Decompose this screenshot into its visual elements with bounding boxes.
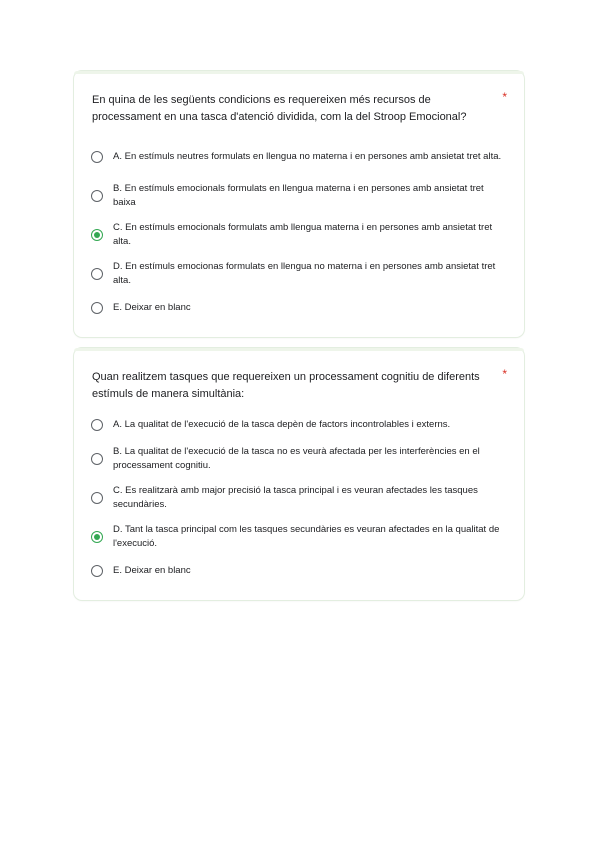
radio-unchecked-icon[interactable]: [91, 565, 103, 577]
question-card-2: [74, 348, 524, 600]
option-label: D. En estímuls emocionas formulats en llengua no materna i en persones amb ansietat tret alta.: [113, 261, 496, 286]
option-label: D. Tant la tasca principal com les tasques secundàries es veuran afectades en la qualitat de l'execució.: [113, 524, 500, 549]
option-q1-d[interactable]: [91, 258, 502, 290]
radio-unchecked-icon[interactable]: [91, 268, 103, 280]
option-q2-a[interactable]: [91, 414, 502, 436]
radio-checked-icon[interactable]: [91, 531, 103, 543]
option-q2-b[interactable]: [91, 443, 502, 475]
option-label: B. En estímuls emocionals formulats en llengua materna i en persones amb ansietat tret baixa: [113, 183, 484, 208]
question-card-1: [74, 71, 524, 337]
option-label: A. La qualitat de l'execució de la tasca depèn de factors incontrolables i externs.: [113, 419, 451, 430]
option-label: E. Deixar en blanc: [113, 565, 191, 576]
required-asterisk: *: [502, 367, 507, 381]
radio-unchecked-icon[interactable]: [91, 151, 103, 163]
option-q1-a[interactable]: [91, 141, 502, 173]
option-label: A. En estímuls neutres formulats en llengua no materna i en persones amb ansietat tret alta.: [113, 151, 502, 162]
option-label: E. Deixar en blanc: [113, 302, 191, 313]
radio-unchecked-icon[interactable]: [91, 453, 103, 465]
option-q2-d[interactable]: [91, 521, 502, 553]
radio-unchecked-icon[interactable]: [91, 419, 103, 431]
option-q1-e[interactable]: [91, 297, 502, 319]
option-label: C. Es realitzarà amb major precisió la tasca principal i es veuran afectades les tasques secundàries.: [113, 485, 478, 510]
option-q2-c[interactable]: [91, 482, 502, 514]
radio-unchecked-icon[interactable]: [91, 302, 103, 314]
option-label: C. En estímuls emocionals formulats amb llengua materna i en persones amb ansietat tret alta.: [113, 222, 493, 247]
radio-unchecked-icon[interactable]: [91, 190, 103, 202]
card-top-edge: [74, 348, 524, 351]
option-label: B. La qualitat de l'execució de la tasca no es veurà afectada per les interferències en el processament cognitiu.: [113, 446, 480, 471]
radio-unchecked-icon[interactable]: [91, 492, 103, 504]
options-group-2: [91, 414, 502, 589]
question-title-1: En quina de les següents condicions es requereixen més recursos de processament en una tasca d'atenció dividida, com la del Stroop Emocional?: [92, 94, 467, 123]
options-group-1: [91, 141, 502, 326]
option-q1-c[interactable]: [91, 219, 502, 251]
card-top-edge: [74, 71, 524, 74]
option-q1-b[interactable]: [91, 180, 502, 212]
required-asterisk: *: [502, 90, 507, 104]
radio-checked-icon[interactable]: [91, 229, 103, 241]
question-title-2: Quan realitzem tasques que requereixen un processament cognitiu de diferents estímuls de manera simultània:: [92, 371, 480, 400]
option-q2-e[interactable]: [91, 560, 502, 582]
